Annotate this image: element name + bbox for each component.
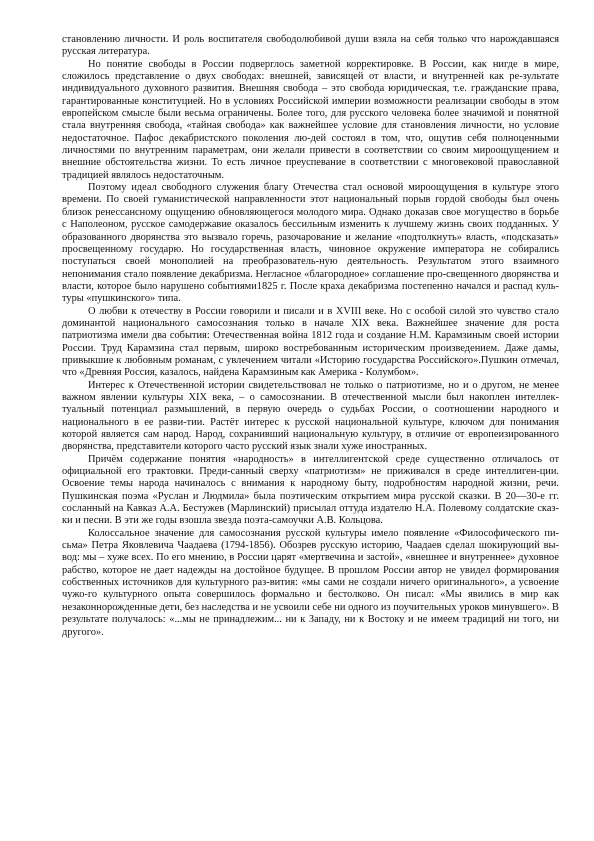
paragraph-chaadaev: Колоссальное значение для самосознания русской культуры имело появление «Философического пи-сьма» Петра Яковлевича Чаадаева (1794-1856). Обозрев русскую историю, Чаадаев сделал шокирующий вы-вод: мы – хуже всех. По его мнению, в России царят «мертвечина и застой», «внешнее и внутреннее» духовное рабство, которое не дает надежды на достойное будущее. В прошлом России автор не увидел формирования собственных источников для культурного раз-вития: «мы сами не создали ничего оригинального», а усвоение чужо-го культурного опыта совершилось формально и бестолково. Он писал: «Мы явились в мир как незаконнорожденные дети, без наследства и не усвоили себе ни одного из поучительных уроков минувшего». В результате получалось: «...мы не принадлежим... ни к Западу, ни к Востоку и не имеем традиций ни того, ни другого».	[62, 527, 559, 638]
paragraph-continuation: становлению личности. И роль воспитателя свободолюбивой души взяла на себя только что нарождавшаяся русская литература.	[62, 34, 559, 58]
paragraph-ideal-service: Поэтому идеал свободного служения благу Отечества стал основой мироощущения в культуре этого времени. По своей гуманистической направленности этот национальный порыв гордой свободы был очень близок ренессансному ощущению обновляющегося молодого мира. Однако доказав свое могущество в борьбе с Наполеоном, русское самодержавие оказалось бессильным изменить к лучшему жизнь своих подданных. У образованного дворянства это вызвало горечь, разочарование и желание «подтолкнуть» власть, «подсказать» просвещенному государю. Но государственная власть, чиновное окружение императора не собирались поступаться своей монополией на преобразователь-ную деятельность. Результатом этого взаимного непонимания стало появление декабризма. Негласное «благородное» соглашение про-свещенного дворянства и власти, которое было нарушено событиями1825 г. После краха декабризма постепенно начался и распад куль-туры «пушкинского» типа.	[62, 182, 559, 305]
paragraph-freedom: Но понятие свободы в России подверглось заметной корректировке. В России, как нигде в мире, сложилось представление о двух свободах: внешней, зависящей от власти, и внутренней как ре-зультате индивидуального духовного развития. Внешняя свобода – это свобода юридическая, т.е. гражданские права, гарантированные конституцией. Но в условиях Российской империи возможности реализации свободы в этом европейском смысле были весьма ограничены. Более того, для русского человека более значимой и понятной стала внутренняя свобода, «тайная свобода» как важнейшее условие для становления личности, но условие недостаточное. Пафос декабристского поколения лю-дей состоял в том, что, ощутив себя полноценными личностями по внутренним параметрам, они желали привести в соответствии со своим мироощущением и внешние обстоятельства жизни. То есть личное преуспевание в соответствии с многовековой православной традицией являлось недостаточным.	[62, 58, 559, 181]
paragraph-patriotism: О любви к отечеству в России говорили и писали и в XVIII веке. Но с особой силой это чувство стало доминантой национального самосознания только в начале XIX века. Важнейшее значение для роста патриотизма имели два события: Отечественная война 1812 года и создание Н.М. Карамзиным своей истории России. Труд Карамзина стал первым, широко востребованным историческим произведением. Даже дамы, привыкшие к любовным романам, с увлечением читали «Историю государства Российского».Пушкин отмечал, что «Древняя Россия, казалось, найдена Карамзиным как Америка - Колумбом».	[62, 305, 559, 379]
document-body	[62, 34, 559, 639]
paragraph-national-history: Интерес к Отечественной истории свидетельствовал не только о патриотизме, но и о другом, не менее важном явлении культуры XIX века, – о самосознании. В отечественной мысли был накоплен интеллек-туальный потенциал размышлений, в первую очередь о судьбах России, о соотношении народного и национального в ее разви-тии. Растёт интерес к русской национальной культуре, ключом для понимания которой является сам народ. Народ, сохранивший национальную культуру, в отличие от европеизированного дворянства, представители которого часто русский язык знали хуже иностранных.	[62, 379, 559, 453]
paragraph-narodnost: Причём содержание понятия «народность» в интеллигентской среде существенно отличалось от официальной его трактовки. Преди-санный сверху «патриотизм» не приживался в среде интеллиген-ции. Освоение темы народа начиналось с внимания к народному быту, подробностям народной жизни, речи. Пушкинская поэма «Руслан и Людмила» была поэтическим открытием мира русской сказки. В 20—30-е гг. сосланный на Кавказ А.А. Бестужев (Марлинский) присылал оттуда издателю Н.А. Полевому солдатские сказ-ки и песни. В эти же годы взошла звезда поэта-самоучки А.В. Кольцова.	[62, 453, 559, 527]
